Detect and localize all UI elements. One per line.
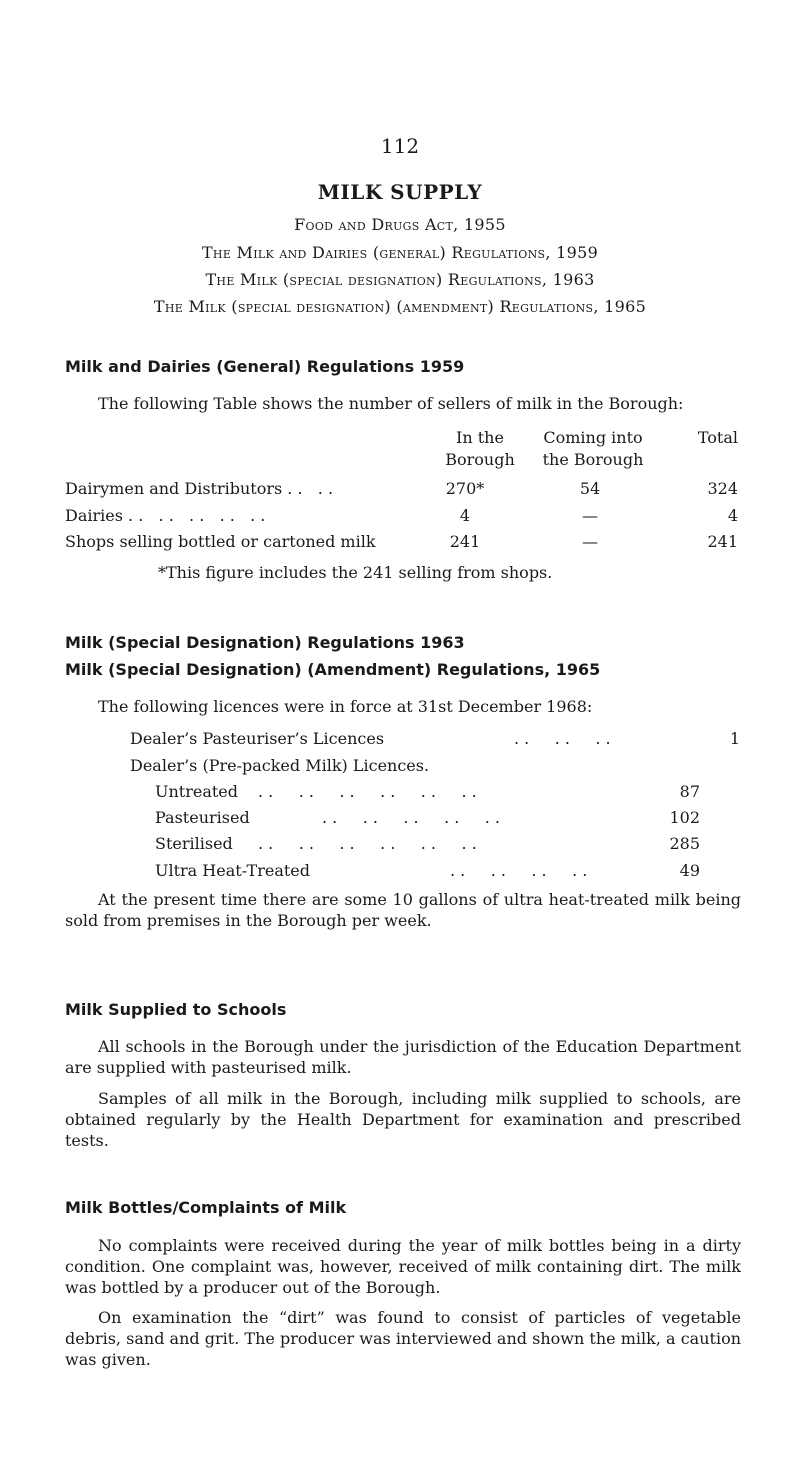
col-header-in-borough-2: Borough — [445, 450, 515, 469]
licence-label: Dealer’s Pasteuriser’s Licences — [130, 729, 385, 748]
uht-note-paragraph: At the present time there are some 10 gallons of ultra heat-treated milk being sold from premises in the Borough per week. — [65, 890, 741, 930]
section-heading-special-designation-amendment: Milk (Special Designation) (Amendment) Regulations, 1965 — [65, 660, 601, 679]
leader-dots: . . . . . . . . — [450, 861, 588, 880]
row-label: Dairies . . . . . . . . . . — [65, 506, 266, 525]
cell-coming-into: — — [582, 532, 598, 551]
cell-coming-into: — — [582, 506, 598, 525]
cell-total: 324 — [707, 479, 738, 498]
page-number: 112 — [380, 134, 420, 158]
licence-label: Sterilised — [155, 834, 233, 853]
licence-count: 285 — [669, 834, 700, 853]
section-heading-schools: Milk Supplied to Schools — [65, 1000, 287, 1019]
cell-coming-into: 54 — [579, 479, 601, 498]
cell-in-borough: 4 — [459, 506, 471, 525]
act-title-1: Food and Drugs Act, 1955 — [294, 215, 506, 234]
act-title-3: The Milk (special designation) Regulations, 1963 — [205, 270, 595, 289]
schools-paragraph-2: Samples of all milk in the Borough, including milk supplied to schools, are obtained regularly by the Health Department for examination and prescribed tests. — [65, 1089, 741, 1150]
row-label: Dairymen and Distributors . . . . — [65, 479, 334, 498]
prepacked-label: Dealer’s (Pre-packed Milk) Licences. — [130, 756, 430, 775]
leader-dots: . . . . . . . . . . . . — [258, 834, 477, 853]
complaints-paragraph-1: No complaints were received during the year of milk bottles being in a dirty condition. One complaint was, however, received of milk containing dirt. The milk was bottled by a producer out of the Borough. — [65, 1236, 741, 1297]
licence-label: Pasteurised — [155, 808, 250, 827]
section-heading-special-designation: Milk (Special Designation) Regulations 1963 — [65, 633, 465, 652]
section-heading-general: Milk and Dairies (General) Regulations 1959 — [65, 357, 465, 376]
page-title: MILK SUPPLY — [317, 180, 483, 204]
section-heading-complaints: Milk Bottles/Complaints of Milk — [65, 1198, 347, 1217]
act-title-2: The Milk and Dairies (general) Regulations, 1959 — [201, 243, 599, 262]
cell-total: 4 — [727, 506, 738, 525]
cell-in-borough: 241 — [449, 532, 481, 551]
licence-label: Ultra Heat-Treated — [155, 861, 310, 880]
licences-intro: The following licences were in force at 31st December 1968: — [98, 697, 593, 716]
complaints-paragraph-2: On examination the “dirt” was found to consist of particles of vegetable debris, sand and grit. The producer was interviewed and shown the milk, a caution was given. — [65, 1308, 741, 1369]
col-header-coming-into-1: Coming into — [543, 428, 643, 447]
licence-label: Untreated — [155, 782, 239, 801]
leader-dots: . . . . . . . . . . . . — [258, 782, 477, 801]
leader-dots: . . . . . . . . . . — [322, 808, 501, 827]
leader-dots: . . . . . . — [514, 729, 611, 748]
licence-count: 49 — [679, 861, 700, 880]
licence-count: 87 — [679, 782, 700, 801]
table-footnote: *This figure includes the 241 selling from shops. — [158, 563, 553, 582]
licence-count: 1 — [729, 729, 740, 748]
row-label: Shops selling bottled or cartoned milk — [65, 532, 376, 551]
col-header-total: Total — [697, 428, 738, 447]
licence-count: 102 — [669, 808, 700, 827]
table-intro: The following Table shows the number of sellers of milk in the Borough: — [98, 394, 684, 413]
act-title-4: The Milk (special designation) (amendment) Regulations, 1965 — [153, 297, 647, 316]
cell-total: 241 — [707, 532, 738, 551]
col-header-coming-into-2: the Borough — [542, 450, 644, 469]
schools-paragraph-1: All schools in the Borough under the jurisdiction of the Education Department are supplied with pasteurised milk. — [65, 1037, 741, 1077]
col-header-in-borough-1: In the — [456, 428, 504, 447]
cell-in-borough: 270* — [445, 479, 485, 498]
